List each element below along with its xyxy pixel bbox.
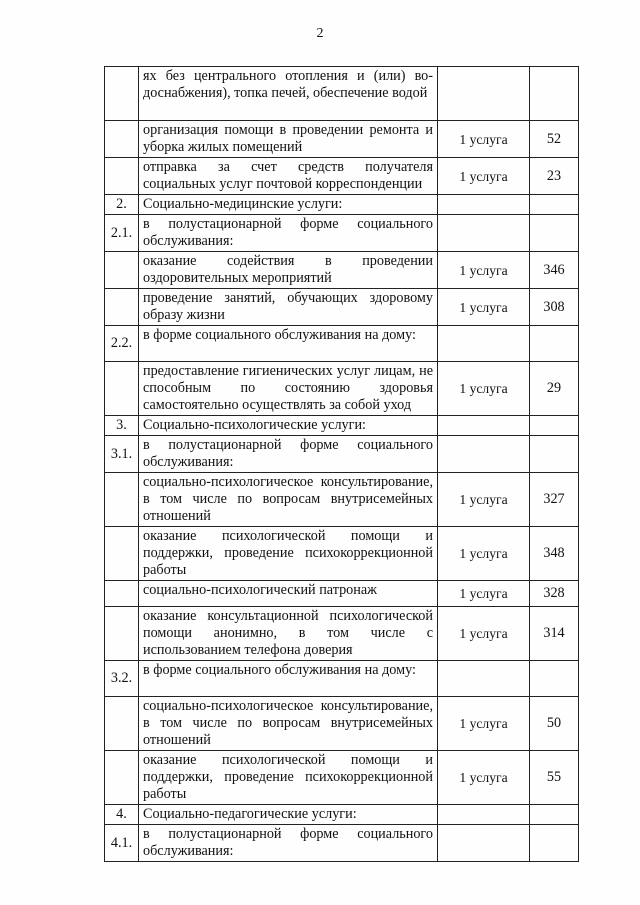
unit-of-measure: 1 услуга [438,289,530,326]
service-description: проведение занятий, обучающих здоровому образу жизни [139,289,438,326]
service-value: 348 [530,527,579,581]
table-row [105,607,579,661]
item-number [105,289,139,326]
item-number [105,362,139,416]
item-number [105,607,139,661]
item-number [105,121,139,158]
item-number: 2. [105,195,139,215]
table-row [105,121,579,158]
item-number [105,252,139,289]
services-table [104,66,579,862]
service-description: социально-психологическое консультирование, в том числе по вопросам внутрисемейных отношений [139,697,438,751]
service-value: 308 [530,289,579,326]
unit-of-measure: 1 услуга [438,473,530,527]
table-row [105,751,579,805]
service-value [530,661,579,697]
service-value: 29 [530,362,579,416]
service-description: ях без центрального отопления и (или) во-доснабжения), топка печей, обеспечение водой [139,67,438,121]
service-value [530,195,579,215]
service-description: в форме социального обслуживания на дому: [139,661,438,697]
item-number [105,67,139,121]
service-description: социально-психологический патронаж [139,581,438,607]
unit-of-measure: 1 услуга [438,527,530,581]
item-number: 3.1. [105,436,139,473]
table-row [105,416,579,436]
unit-of-measure: 1 услуга [438,751,530,805]
service-value: 328 [530,581,579,607]
service-description: Социально-педагогические услуги: [139,805,438,825]
item-number [105,581,139,607]
service-description: оказание психологической помощи и поддержки, проведение психокоррекционной работы [139,751,438,805]
table-row [105,697,579,751]
unit-of-measure [438,326,530,362]
unit-of-measure: 1 услуга [438,252,530,289]
unit-of-measure: 1 услуга [438,362,530,416]
service-value [530,825,579,862]
service-value [530,436,579,473]
unit-of-measure [438,67,530,121]
table-row [105,215,579,252]
table-row [105,436,579,473]
table-row [105,805,579,825]
item-number: 4.1. [105,825,139,862]
service-value: 55 [530,751,579,805]
service-value: 327 [530,473,579,527]
service-value: 50 [530,697,579,751]
service-value: 314 [530,607,579,661]
service-description: отправка за счет средств получателя социальных услуг почтовой корреспонденции [139,158,438,195]
service-description: оказание консультационной психологической помощи анонимно, в том числе с использованием телефона доверия [139,607,438,661]
unit-of-measure: 1 услуга [438,158,530,195]
item-number: 3. [105,416,139,436]
item-number: 2.2. [105,326,139,362]
item-number [105,527,139,581]
table-row [105,825,579,862]
service-description: оказание психологической помощи и поддержки, проведение психокоррекционной работы [139,527,438,581]
item-number: 2.1. [105,215,139,252]
item-number: 3.2. [105,661,139,697]
service-description: предоставление гигиенических услуг лицам, не способным по состоянию здоровья самостоятельно осуществлять за собой уход [139,362,438,416]
item-number [105,473,139,527]
item-number [105,158,139,195]
service-value [530,805,579,825]
service-description: в полустационарной форме социального обслуживания: [139,825,438,862]
service-description: в полустационарной форме социального обслуживания: [139,436,438,473]
service-description: организация помощи в проведении ремонта и уборка жилых помещений [139,121,438,158]
unit-of-measure [438,805,530,825]
service-value [530,67,579,121]
service-description: в форме социального обслуживания на дому: [139,326,438,362]
service-value [530,215,579,252]
unit-of-measure: 1 услуга [438,581,530,607]
service-description: оказание содействия в проведении оздоровительных мероприятий [139,252,438,289]
table-row [105,527,579,581]
unit-of-measure [438,195,530,215]
service-description: Социально-медицинские услуги: [139,195,438,215]
item-number [105,751,139,805]
unit-of-measure: 1 услуга [438,121,530,158]
item-number [105,697,139,751]
service-value [530,416,579,436]
unit-of-measure [438,825,530,862]
page-number: 2 [316,26,324,41]
table-row [105,473,579,527]
table-row [105,158,579,195]
service-value: 23 [530,158,579,195]
unit-of-measure [438,215,530,252]
service-value: 52 [530,121,579,158]
service-value: 346 [530,252,579,289]
table-row [105,195,579,215]
table-row [105,661,579,697]
table-row [105,289,579,326]
service-description: социально-психологическое консультирование, в том числе по вопросам внутрисемейных отношений [139,473,438,527]
unit-of-measure [438,416,530,436]
table-row [105,67,579,121]
service-description: в полустационарной форме социального обслуживания: [139,215,438,252]
table-row [105,362,579,416]
table-row [105,326,579,362]
unit-of-measure [438,661,530,697]
table-row [105,252,579,289]
unit-of-measure [438,436,530,473]
service-description: Социально-психологические услуги: [139,416,438,436]
table-row [105,581,579,607]
item-number: 4. [105,805,139,825]
unit-of-measure: 1 услуга [438,697,530,751]
service-value [530,326,579,362]
unit-of-measure: 1 услуга [438,607,530,661]
